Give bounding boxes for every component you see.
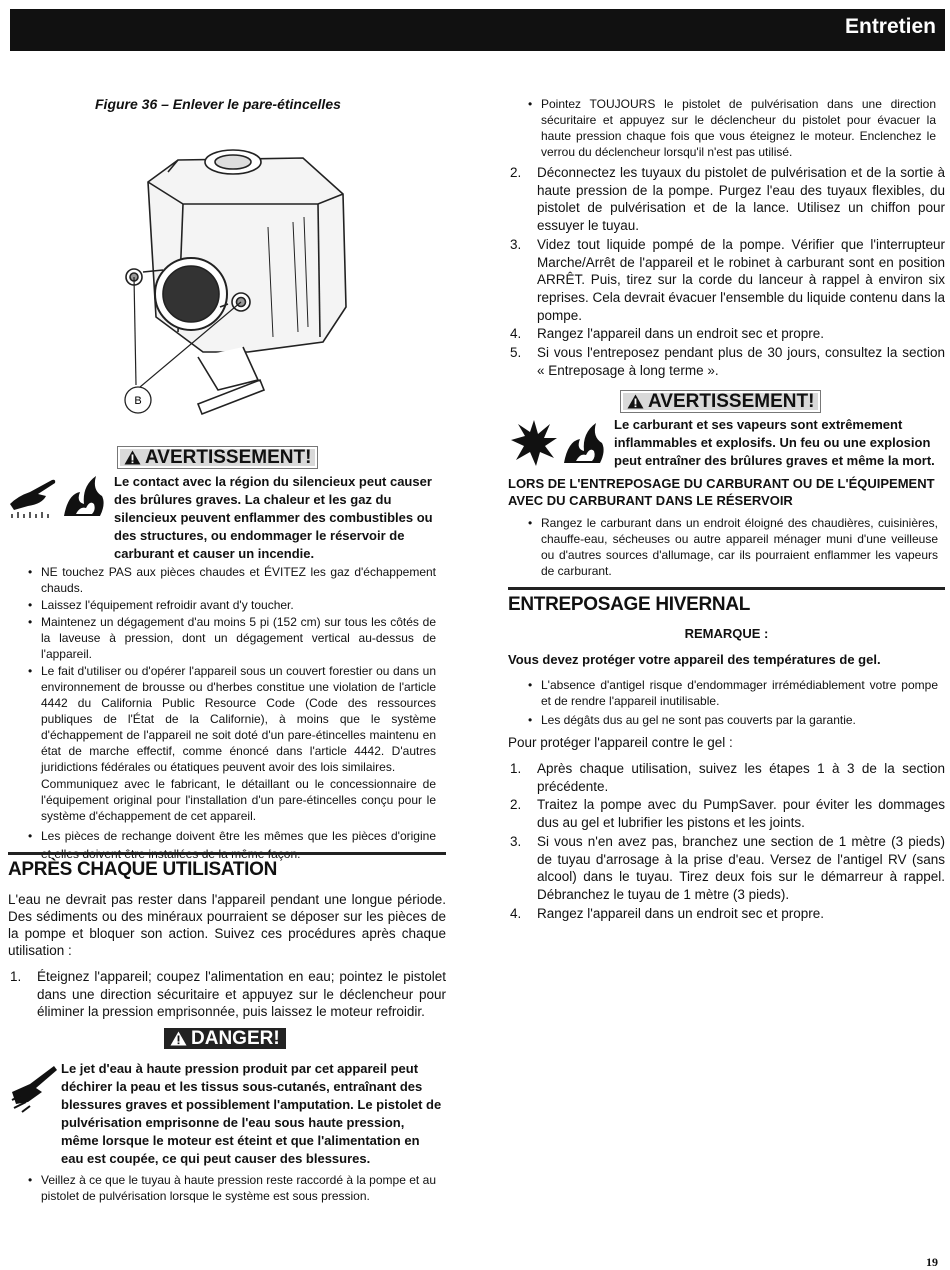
warning-text-2: Le carburant et ses vapeurs sont extrêmement inflammables et explosifs. Un feu ou une explosion peut entraîner des brûlures graves et même la mort.: [614, 417, 935, 468]
danger-text: Le jet d'eau à haute pression produit par cet appareil peut déchirer la peau et les tissus sous-cutanés, entraînant des blessures graves et possiblement l'amputation. Le pistolet de pulvérisation emprisonne de l'eau sous haute pression, même lorsque le moteur est éteint et que l'alimentation en eau est coupée, ce qui peut causer des blessures.: [61, 1061, 442, 1166]
high-pressure-injection-icon: [8, 1062, 58, 1114]
warning-triangle-icon: [627, 394, 644, 409]
list-item: • L'absence d'antigel risque d'endommager irrémédiablement votre pompe et de rendre l'appareil inutilisable.: [518, 677, 938, 709]
fire-icon: [62, 474, 108, 518]
protect-intro: Pour protéger l'appareil contre le gel :: [508, 735, 733, 750]
danger-triangle-icon: [170, 1031, 187, 1046]
trigger-safety-list: [518, 96, 936, 160]
list-item-continuation: Communiquez avec le fabricant, le détaillant ou le concessionnaire de l'équipement original pour l'installation d'un pare-étincelles conçu pour le système d'échappement de cet appareil.: [41, 777, 436, 823]
list-item: • Le fait d'utiliser ou d'opérer l'appareil sous un couvert forestier ou dans un environnement de brousse ou d'herbes constitue une violation de l'article 4442 du California Public Resource Code (Code des ressources publiques de l'État de la Californie), à moins que le système d'échappement de l'appareil ne soit doté d'un pare-étincelles maintenu en état de marche effectif, comme énoncé dans l'article 4442. D'autres juridictions fédérales ou étatiques peuvent avoir des lois similaires.: [18, 663, 436, 775]
list-item: 4. Rangez l'appareil dans un endroit sec et propre.: [510, 905, 825, 921]
remark-list: [518, 677, 938, 728]
fuel-storage-list: [518, 515, 938, 579]
fuel-storage-heading: LORS DE L'ENTREPOSAGE DU CARBURANT OU DE L'ÉQUIPEMENT AVEC DU CARBURANT DANS LE RÉSERVOIR: [508, 476, 935, 508]
list-item: 4. Rangez l'appareil dans un endroit sec et propre.: [510, 326, 825, 342]
muffler-safety-list: [18, 564, 436, 863]
remark-label: REMARQUE :: [684, 626, 769, 641]
header-title: Entretien: [844, 15, 936, 38]
list-item: 3. Videz tout liquide pompé de la pompe. Vérifier que l'interrupteur Marche/Arrêt de l'appareil et le robinet à carburant sont en position ARRÊT. Puis, tirez sur la corde du lanceur à rappel à environ six reprises. Cela devrait évacuer l'ensemble du liquide contenu dans la pompe.: [510, 236, 945, 323]
list-item: • Rangez le carburant dans un endroit éloigné des chaudières, cuisinières, chauffe-eau, sécheuses ou autre appareil ménager muni d'une veilleuse ou d'autres sources d'allumage, car ils pourraient enflammer les vapeurs de carburant.: [518, 515, 938, 579]
danger-label: [164, 1028, 286, 1049]
danger-list: [18, 1172, 436, 1204]
header-bar: [10, 9, 945, 51]
section-title-apres: APRÈS CHAQUE UTILISATION: [8, 852, 446, 881]
list-item: • Maintenez un dégagement d'au moins 5 pi (152 cm) sur tous les côtés de la laveuse à pression, dont un dégagement vertical au-dessus de l'appareil.: [18, 614, 436, 662]
section-intro: L'eau ne devrait pas rester dans l'appareil pendant une longue période. Des sédiments ou des minéraux pourraient se déposer sur les pièces de la pompe et bloquer son action. Suivez ces procédures après chaque utilisation :: [8, 892, 446, 958]
warning-label-2: [620, 390, 821, 413]
explosion-icon: [510, 418, 558, 468]
section-title-winter: ENTREPOSAGE HIVERNAL: [508, 587, 945, 616]
warning-label-text: AVERTISSEMENT!: [145, 446, 312, 468]
list-item: • Les pièces de rechange doivent être les mêmes que les pièces d'origine et elles doivent être installées de la même façon.: [18, 827, 436, 863]
list-item: • Laissez l'équipement refroidir avant d'y toucher.: [18, 597, 436, 613]
warning-text-1: Le contact avec la région du silencieux peut causer des brûlures graves. La chaleur et les gaz du silencieux peuvent enflammer des combustibles ou des structures, ou endommager le réservoir de carburant et causer un incendie.: [114, 474, 433, 561]
warning-triangle-icon: [124, 450, 141, 465]
after-use-steps: [8, 968, 446, 1021]
list-item: 1. Éteignez l'appareil; coupez l'alimentation en eau; pointez le pistolet dans une direction sécuritaire et appuyez sur le déclencheur pour éliminer la pression emprisonnée, puis laissez le moteur refroidir.: [10, 969, 446, 1020]
figure-callout-b: B: [134, 395, 142, 407]
list-item: • NE touchez PAS aux pièces chaudes et ÉVITEZ les gaz d'échappement chauds.: [18, 564, 436, 596]
list-item: • Les dégâts dus au gel ne sont pas couverts par la garantie.: [518, 712, 938, 728]
remark-bold-text: Vous devez protéger votre appareil des températures de gel.: [508, 652, 881, 667]
page-number: 19: [926, 1255, 938, 1269]
list-item: 2. Déconnectez les tuyaux du pistolet de pulvérisation et de la sortie à haute pression de la pompe. Purgez l'eau des tuyaux flexibles, du pistolet de pulvérisation et de la lance. Utilisez un chiffon pour essuyer le tuyau.: [510, 165, 945, 234]
muffler-illustration: [108, 142, 358, 422]
list-item: 2. Traitez la pompe avec du PumpSaver. pour éviter les dommages dus au gel et lubrifier les pistons et les joints.: [510, 797, 945, 831]
fire-icon: [562, 420, 608, 466]
list-item: • Pointez TOUJOURS le pistolet de pulvérisation dans une direction sécuritaire et appuyez sur le déclencheur du pistolet pour évacuer la haute pression chaque fois que vous éteignez le moteur. Enclenchez le verrou du déclencheur lorsqu'il n'est pas utilisé.: [518, 96, 936, 160]
warning-label-text: AVERTISSEMENT!: [648, 390, 815, 412]
list-item: • Veillez à ce que le tuyau à haute pression reste raccordé à la pompe et au pistolet de pulvérisation lorsque le système est sous pression.: [18, 1172, 436, 1204]
list-item: 1. Après chaque utilisation, suivez les étapes 1 à 3 de la section précédente.: [510, 761, 945, 794]
figure-caption: Figure 36 – Enlever le pare-étincelles: [95, 96, 341, 112]
list-item: 5. Si vous l'entreposez pendant plus de 30 jours, consultez la section « Entreposage à long terme ».: [510, 345, 945, 378]
danger-label-text: DANGER!: [191, 1027, 280, 1049]
hot-surface-hand-icon: [8, 474, 60, 518]
warning-label-1: [117, 446, 318, 469]
winter-steps: [508, 760, 945, 922]
list-item: 3. Si vous n'en avez pas, branchez une section de 1 mètre (3 pieds) de tuyau d'arrosage à la prise d'eau. Versez de l'antigel RV (sans alcool) dans le tuyau. Tirez deux fois sur le démarreur à rappel. Débranchez le tuyau de 1 mètre (3 pieds).: [510, 833, 945, 902]
after-use-steps-continued: [508, 164, 945, 379]
